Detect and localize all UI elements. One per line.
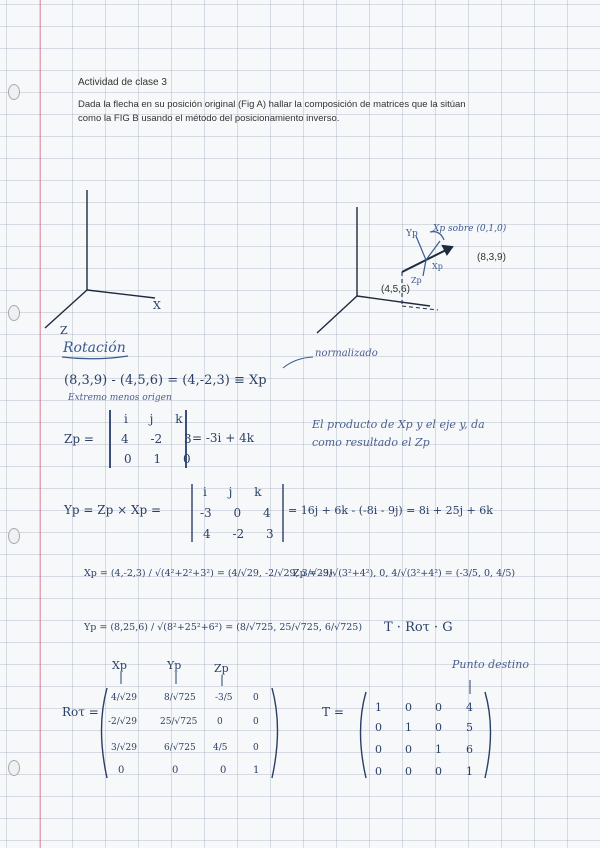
fig-b-yp-label: Yp	[406, 229, 418, 239]
t-cell: 0	[435, 765, 442, 778]
instruction-line-2: como la FIG B usando el método del posicionamiento inverso.	[78, 113, 340, 124]
yp-row-3: 4 -2 3	[203, 527, 274, 541]
xp-vector: (8,3,9) - (4,5,6) = (4,-2,3) ≡ Xp	[64, 373, 267, 388]
r-cell: 1	[253, 765, 260, 776]
r-right-bracket	[272, 688, 278, 778]
t-cell: 0	[375, 743, 382, 756]
t-right-bracket	[485, 692, 491, 778]
instruction-line-1: Dada la flecha en su posición original (Fig A) hallar la composición de matrices que la sitúan	[78, 99, 466, 110]
column-arrows	[121, 672, 470, 694]
fig-a-z-axis	[45, 290, 87, 328]
t-cell: 0	[375, 721, 382, 734]
fig-b-zp-label: Zp	[411, 276, 422, 285]
yp-result: = 16j + 6k - (-8i - 9j) = 8i + 25j + 6k	[288, 504, 493, 517]
zp-label: Zp =	[64, 432, 94, 446]
t-cell: 0	[435, 701, 442, 714]
col-header-zp: Zp	[214, 662, 229, 675]
fig-b-z-axis	[317, 296, 357, 333]
r-cell: 0	[253, 717, 259, 727]
t-cell: 0	[405, 765, 412, 778]
dashed-horizontal	[402, 306, 438, 310]
extremo-note: Extremo menos origen	[68, 393, 172, 403]
fig-b-tail-point: (4,5,6)	[381, 284, 410, 295]
r-cell: 0	[118, 765, 125, 776]
r-cell: -3/5	[215, 693, 233, 703]
r-cell: 3/√29	[111, 743, 137, 753]
col-header-yp: Yp	[167, 659, 182, 672]
r-cell: 0	[253, 693, 259, 703]
t-cell: 0	[405, 743, 412, 756]
r-matrix-label: Roτ =	[62, 705, 99, 719]
zp-row-1: i j k	[124, 412, 183, 426]
t-matrix-label: T =	[322, 705, 344, 719]
arrow-head	[443, 246, 452, 254]
t-cell: 0	[405, 701, 412, 714]
rotation-underline	[62, 356, 128, 359]
cross-note-2: como resultado el Zp	[312, 436, 430, 449]
t-cell: 0	[375, 765, 382, 778]
r-cell: 6/√725	[164, 743, 196, 753]
r-cell: 0	[253, 743, 259, 753]
t-cell: 1	[375, 701, 382, 714]
fig-a-z-label: Z	[60, 324, 68, 337]
r-cell: 0	[220, 765, 227, 776]
yp-row-1: i j k	[203, 485, 262, 499]
fig-a-axes	[45, 190, 155, 328]
r-cell: 8/√725	[164, 693, 196, 703]
fig-b-arrow-label: Xp sobre (0,1,0)	[433, 224, 507, 234]
fig-b-head-point: (8,3,9)	[477, 252, 506, 263]
activity-title: Actividad de clase 3	[78, 77, 167, 88]
fig-b-axes	[317, 207, 430, 333]
col-header-xp: Xp	[112, 659, 127, 672]
fig-b-xp-label: Xp	[432, 262, 443, 271]
fig-a-x-label: X	[153, 299, 161, 312]
zp-row-3: 0 1 0	[124, 452, 191, 466]
fig-b-x-axis	[357, 296, 430, 306]
punto-destino: Punto destino	[452, 658, 529, 671]
t-left-bracket	[361, 692, 367, 778]
zp-result: = -3i + 4k	[192, 431, 254, 445]
t-cell: 0	[435, 721, 442, 734]
t-cell: 1	[466, 765, 473, 778]
zp-normalized: Zp = -3/√(3²+4²), 0, 4/√(3²+4²) = (-3/5, 0, 4/5)	[293, 568, 516, 579]
cross-note-1: El producto de Xp y el eje y, da	[312, 418, 485, 431]
t-cell: 1	[405, 721, 412, 734]
r-cell: 4/√29	[111, 693, 137, 703]
normalized-note: normalizado	[315, 348, 378, 359]
rotation-heading: Rotación	[63, 340, 126, 356]
r-cell: 25/√725	[160, 717, 198, 727]
zp-row-2: 4 -2 3	[121, 432, 192, 446]
r-cell: 0	[172, 765, 179, 776]
r-left-bracket	[102, 688, 108, 778]
zp-det-left	[109, 410, 111, 468]
r-cell: -2/√29	[108, 717, 137, 727]
yp-expression: Yp = Zp × Xp =	[64, 503, 162, 517]
t-cell: 5	[466, 721, 473, 734]
t-cell: 4	[466, 701, 473, 714]
composition: T · Roτ · G	[384, 620, 453, 635]
t-cell: 6	[466, 743, 473, 756]
xp-normalized: Xp = (4,-2,3) / √(4²+2²+3²) = (4/√29, -2/√29, 3/√29)	[84, 568, 333, 579]
normalized-arrow	[283, 357, 313, 368]
r-cell: 4/5	[213, 743, 228, 753]
zp-frame-line	[423, 260, 426, 276]
r-cell: 0	[217, 717, 223, 727]
t-cell: 1	[435, 743, 442, 756]
yp-row-2: -3 0 4	[200, 506, 271, 520]
yp-normalized: Yp = (8,25,6) / √(8²+25²+6²) = (8/√725, 25/√725, 6/√725)	[84, 622, 363, 633]
fig-a-x-axis	[87, 290, 155, 298]
yp-frame-line	[416, 236, 426, 260]
